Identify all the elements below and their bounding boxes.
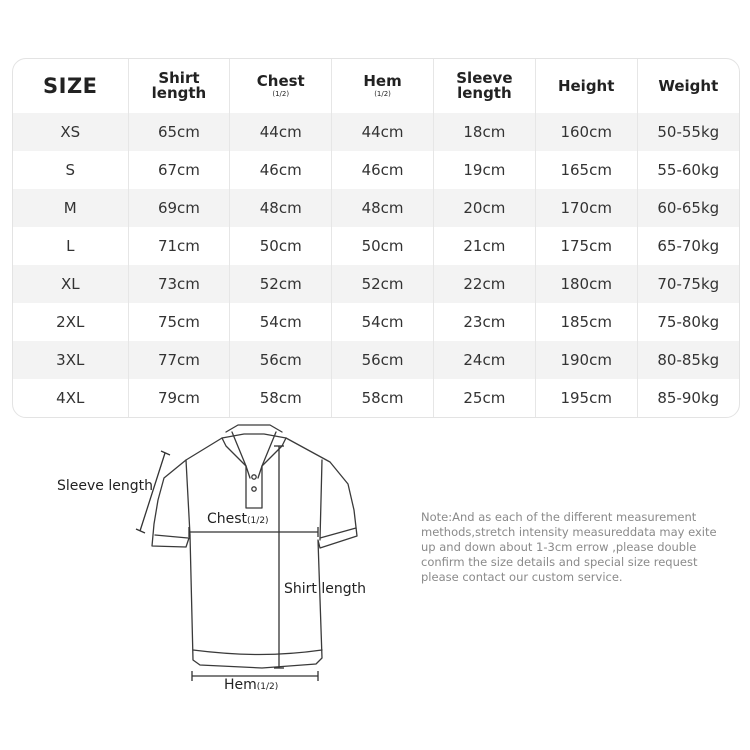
cell-hem: 44cm <box>332 113 434 151</box>
cell-height: 165cm <box>535 151 637 189</box>
cell-shirt-length: 77cm <box>128 341 230 379</box>
cell-shirt-length: 79cm <box>128 379 230 417</box>
header-weight: Weight <box>658 76 719 95</box>
cell-shirt-length: 71cm <box>128 227 230 265</box>
sleeve-length-label: Sleeve length <box>57 478 153 494</box>
cell-sleeve-length: 22cm <box>433 265 535 303</box>
table-row <box>13 189 739 227</box>
cell-hem: 48cm <box>332 189 434 227</box>
cell-height: 190cm <box>535 341 637 379</box>
cell-sleeve-length: 20cm <box>433 189 535 227</box>
header-height: Height <box>535 59 637 113</box>
cell-chest: 54cm <box>230 303 332 341</box>
hem-label: Hem(1/2) <box>224 677 279 693</box>
cell-weight: 70-75kg <box>637 265 739 303</box>
cell-height: 185cm <box>535 303 637 341</box>
cell-chest: 56cm <box>230 341 332 379</box>
cell-size: L <box>13 227 128 265</box>
cell-shirt-length: 67cm <box>128 151 230 189</box>
cell-hem: 52cm <box>332 265 434 303</box>
cell-chest: 50cm <box>230 227 332 265</box>
cell-shirt-length: 65cm <box>128 113 230 151</box>
cell-size: M <box>13 189 128 227</box>
cell-shirt-length: 69cm <box>128 189 230 227</box>
cell-height: 170cm <box>535 189 637 227</box>
cell-chest: 48cm <box>230 189 332 227</box>
cell-sleeve-length: 25cm <box>433 379 535 417</box>
cell-weight: 80-85kg <box>637 341 739 379</box>
cell-weight: 75-80kg <box>657 313 720 331</box>
cell-chest: 46cm <box>230 151 332 189</box>
cell-weight: 65-70kg <box>657 237 720 255</box>
cell-height: 180cm <box>535 265 637 303</box>
table-row <box>13 151 739 189</box>
chest-label: Chest(1/2) <box>207 511 269 527</box>
header-shirt-length: Shirt length <box>128 59 230 113</box>
table-row <box>13 303 739 341</box>
cell-sleeve-length: 19cm <box>433 151 535 189</box>
measurement-note: Note:And as each of the different measurement methods,stretch intensity measureddata may exite up and down about 1-3cm errow ,please double confirm the size details and special size request please contact our custom service. <box>421 510 717 584</box>
cell-hem: 54cm <box>332 303 434 341</box>
header-size: SIZE <box>13 59 128 113</box>
cell-hem: 56cm <box>332 341 434 379</box>
cell-size: 2XL <box>13 303 128 341</box>
cell-weight: 55-60kg <box>657 161 720 179</box>
cell-hem: 58cm <box>332 379 434 417</box>
size-chart-table <box>12 58 740 418</box>
cell-weight: 50-55kg <box>637 113 739 151</box>
table-row <box>13 341 739 379</box>
cell-sleeve-length: 23cm <box>433 303 535 341</box>
cell-hem: 46cm <box>332 151 434 189</box>
cell-size: 4XL <box>13 379 128 417</box>
cell-weight: 60-65kg <box>637 189 739 227</box>
table-row <box>13 227 739 265</box>
table-row <box>13 379 739 417</box>
header-chest: Chest (1/2) <box>230 59 332 113</box>
cell-size: S <box>13 151 128 189</box>
shirt-length-label: Shirt length <box>284 581 366 597</box>
cell-shirt-length: 75cm <box>128 303 230 341</box>
cell-chest: 52cm <box>230 265 332 303</box>
cell-chest: 44cm <box>230 113 332 151</box>
cell-weight: 85-90kg <box>657 389 720 407</box>
cell-height: 160cm <box>535 113 637 151</box>
table-row <box>13 113 739 151</box>
header-hem: Hem (1/2) <box>332 59 434 113</box>
cell-sleeve-length: 21cm <box>433 227 535 265</box>
cell-size: XL <box>13 265 128 303</box>
cell-height: 175cm <box>535 227 637 265</box>
cell-shirt-length: 73cm <box>128 265 230 303</box>
header-sleeve-length: Sleeve length <box>433 59 535 113</box>
cell-sleeve-length: 24cm <box>433 341 535 379</box>
cell-hem: 50cm <box>332 227 434 265</box>
cell-chest: 58cm <box>230 379 332 417</box>
table-row <box>13 265 739 303</box>
cell-size: XS <box>13 113 128 151</box>
cell-height: 195cm <box>535 379 637 417</box>
cell-sleeve-length: 18cm <box>433 113 535 151</box>
cell-size: 3XL <box>13 341 128 379</box>
table-header-row <box>13 59 739 113</box>
